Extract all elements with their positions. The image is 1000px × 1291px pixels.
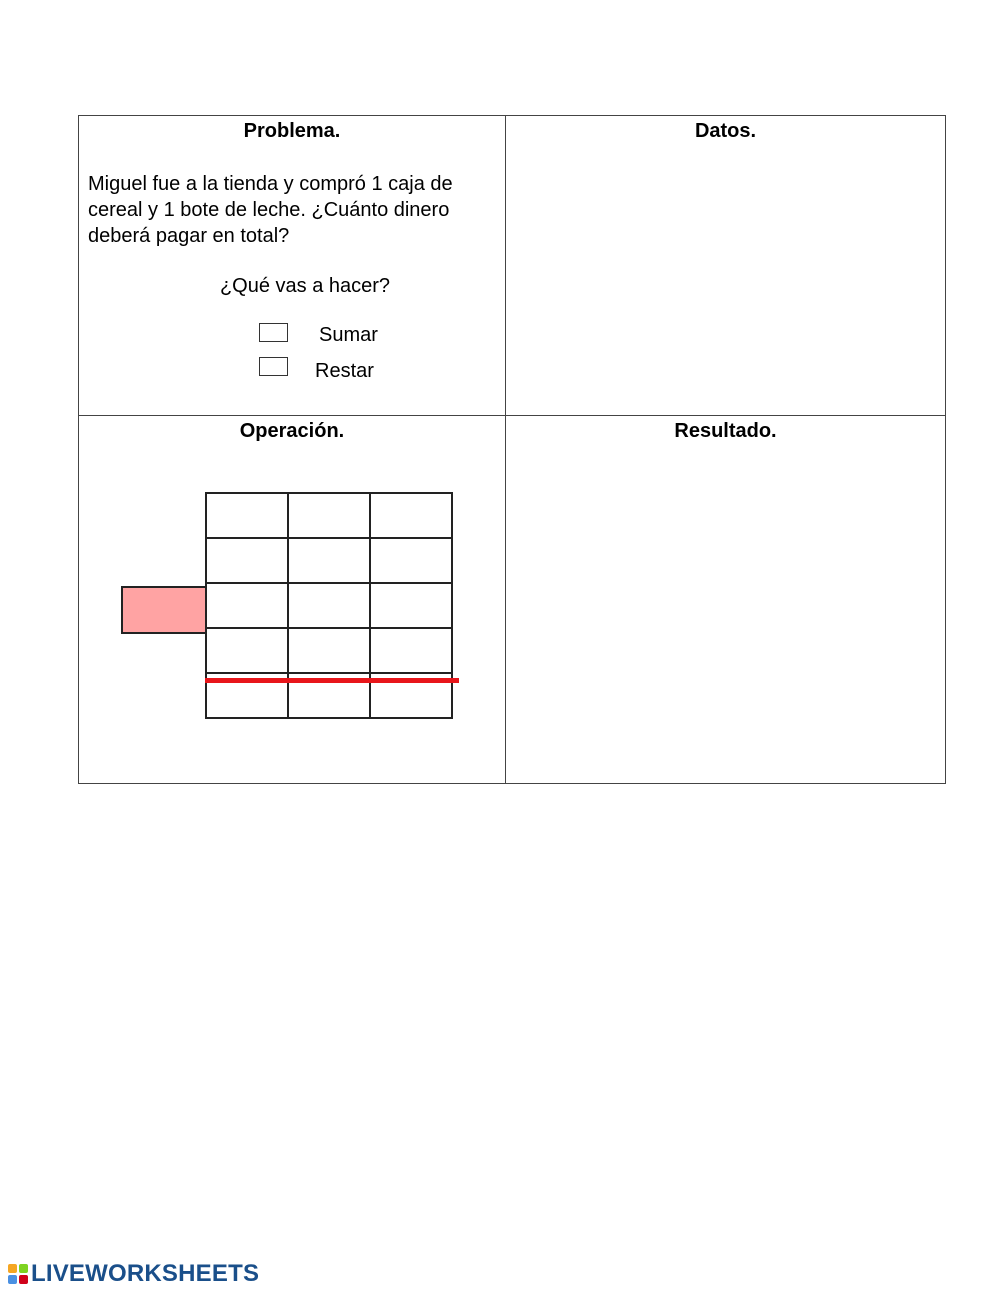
- grid-cell[interactable]: [370, 538, 452, 583]
- sum-line: [205, 678, 459, 683]
- problem-statement: Miguel fue a la tienda y compró 1 caja de cereal y 1 bote de leche. ¿Cuánto dinero deberá pagar en total?: [88, 173, 453, 247]
- operacion-cell: [79, 416, 505, 783]
- grid-cell[interactable]: [206, 583, 288, 628]
- grid-cell[interactable]: [370, 628, 452, 673]
- grid-cell[interactable]: [370, 493, 452, 538]
- grid-cell[interactable]: [288, 583, 370, 628]
- resultado-heading: Resultado.: [674, 420, 777, 442]
- grid-cell[interactable]: [206, 493, 288, 538]
- sumar-label: Sumar: [319, 324, 378, 346]
- sumar-checkbox[interactable]: [259, 323, 288, 342]
- resultado-cell[interactable]: [506, 416, 945, 783]
- worksheet-table: [78, 115, 946, 784]
- grid-cell[interactable]: [206, 628, 288, 673]
- logo-text: LIVEWORKSHEETS: [31, 1260, 260, 1287]
- question-text: ¿Qué vas a hacer?: [219, 275, 391, 297]
- restar-label: Restar: [315, 360, 374, 382]
- operation-grid: [205, 492, 453, 719]
- datos-heading: Datos.: [694, 120, 757, 142]
- datos-cell[interactable]: [506, 116, 945, 415]
- grid-cell[interactable]: [288, 628, 370, 673]
- grid-cell[interactable]: [206, 538, 288, 583]
- problem-heading: Problema.: [243, 120, 341, 142]
- problem-cell: [79, 116, 505, 415]
- grid-cell[interactable]: [370, 583, 452, 628]
- grid-cell[interactable]: [288, 538, 370, 583]
- grid-cell[interactable]: [288, 493, 370, 538]
- operacion-heading: Operación.: [239, 420, 345, 442]
- operator-box[interactable]: [121, 586, 206, 634]
- restar-checkbox[interactable]: [259, 357, 288, 376]
- logo-icon: [8, 1264, 28, 1284]
- liveworksheets-logo: [8, 1262, 259, 1286]
